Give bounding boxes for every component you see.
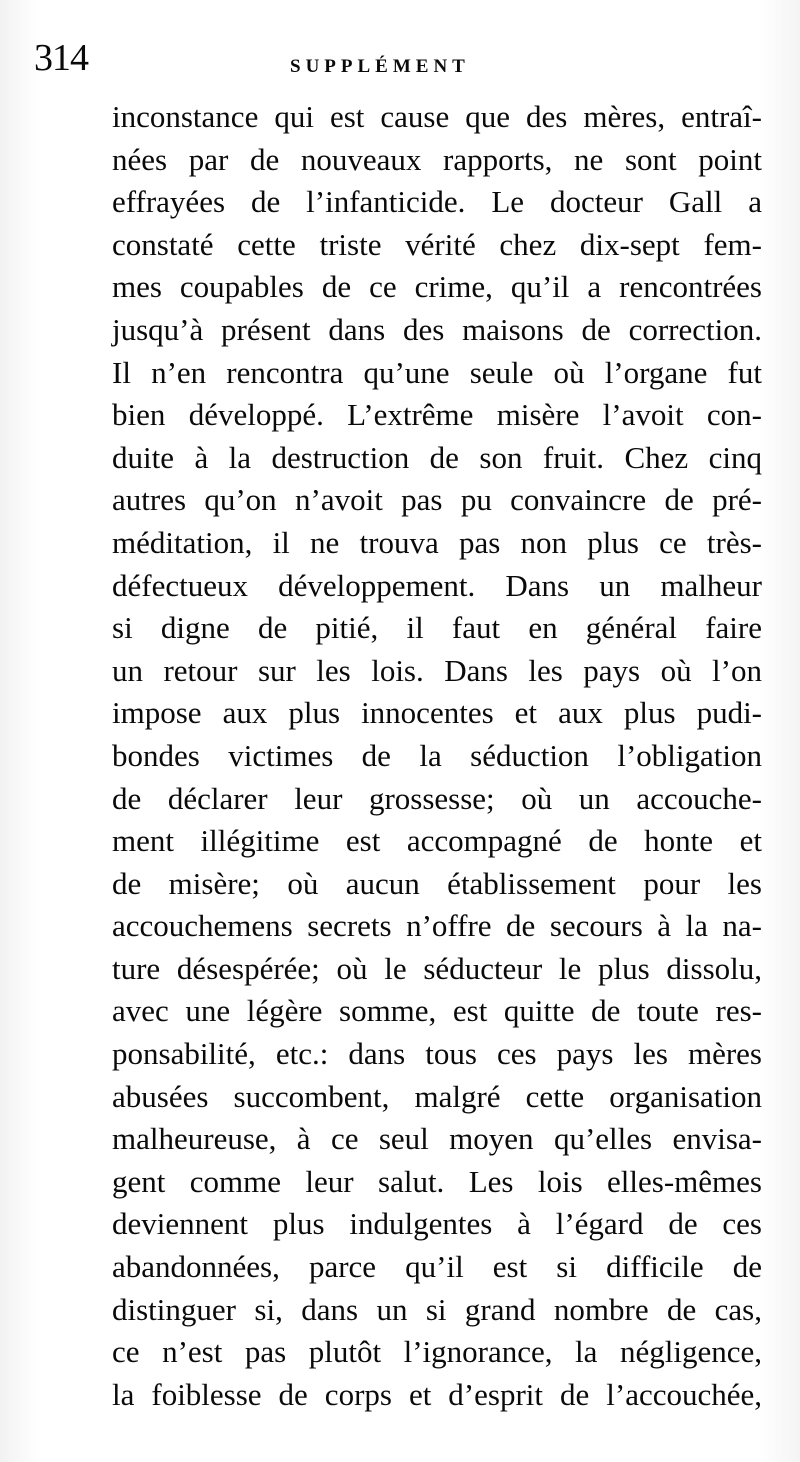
text-line: défectueux développement. Dans un malheur xyxy=(112,567,762,603)
text-line: jusqu’à présent dans des maisons de correction. xyxy=(112,311,762,347)
text-line: bondes victimes de la séduction l’obligation xyxy=(112,737,762,773)
text-line: Il n’en rencontra qu’une seule où l’organe fut xyxy=(112,354,762,390)
text-line: si digne de pitié, il faut en général faire xyxy=(112,610,762,646)
page-number: 314 xyxy=(34,37,88,79)
text-line: constaté cette triste vérité chez dix-sept fem- xyxy=(112,226,762,262)
text-line: deviennent plus indulgentes à l’égard de ces xyxy=(112,1206,762,1242)
text-line: bien développé. L’extrême misère l’avoit con- xyxy=(112,397,762,433)
text-line: ce n’est pas plutôt l’ignorance, la négligence, xyxy=(112,1334,762,1370)
text-line: de misère; où aucun établissement pour les xyxy=(112,865,762,901)
text-line: méditation, il ne trouva pas non plus ce très- xyxy=(112,524,762,560)
text-line: ment illégitime est accompagné de honte et xyxy=(112,823,762,859)
text-line: de déclarer leur grossesse; où un accouche- xyxy=(112,780,762,816)
text-line: duite à la destruction de son fruit. Chez cinq xyxy=(112,439,762,475)
text-line: ture désespérée; où le séducteur le plus dissolu, xyxy=(112,950,762,986)
text-line: abandonnées, parce qu’il est si difficile de xyxy=(112,1249,762,1285)
text-line: mes coupables de ce crime, qu’il a rencontrées xyxy=(112,269,762,305)
text-line: avec une légère somme, est quitte de toute res- xyxy=(112,993,762,1029)
text-line: autres qu’on n’avoit pas pu convaincre de pré- xyxy=(112,482,762,518)
text-line: inconstance qui est cause que des mères, entraî- xyxy=(112,99,762,134)
text-line: malheureuse, à ce seul moyen qu’elles envisa- xyxy=(112,1121,762,1157)
text-line: effrayées de l’infanticide. Le docteur Gall a xyxy=(112,184,762,220)
text-line: nées par de nouveaux rapports, ne sont point xyxy=(112,141,762,177)
body-text xyxy=(112,96,762,1416)
text-line: un retour sur les lois. Dans les pays où l’on xyxy=(112,652,762,688)
text-line: ponsabilité, etc.: dans tous ces pays les mères xyxy=(112,1036,762,1072)
running-head: SUPPLÉMENT xyxy=(290,56,470,77)
text-line: accouchemens secrets n’offre de secours à la na- xyxy=(112,908,762,944)
text-line: abusées succombent, malgré cette organisation xyxy=(112,1078,762,1114)
text-line: impose aux plus innocentes et aux plus pudi- xyxy=(112,695,762,731)
text-line: distinguer si, dans un si grand nombre de cas, xyxy=(112,1291,762,1327)
text-line: gent comme leur salut. Les lois elles-mêmes xyxy=(112,1163,762,1199)
text-line: la foiblesse de corps et d’esprit de l’accouchée, xyxy=(112,1376,762,1412)
